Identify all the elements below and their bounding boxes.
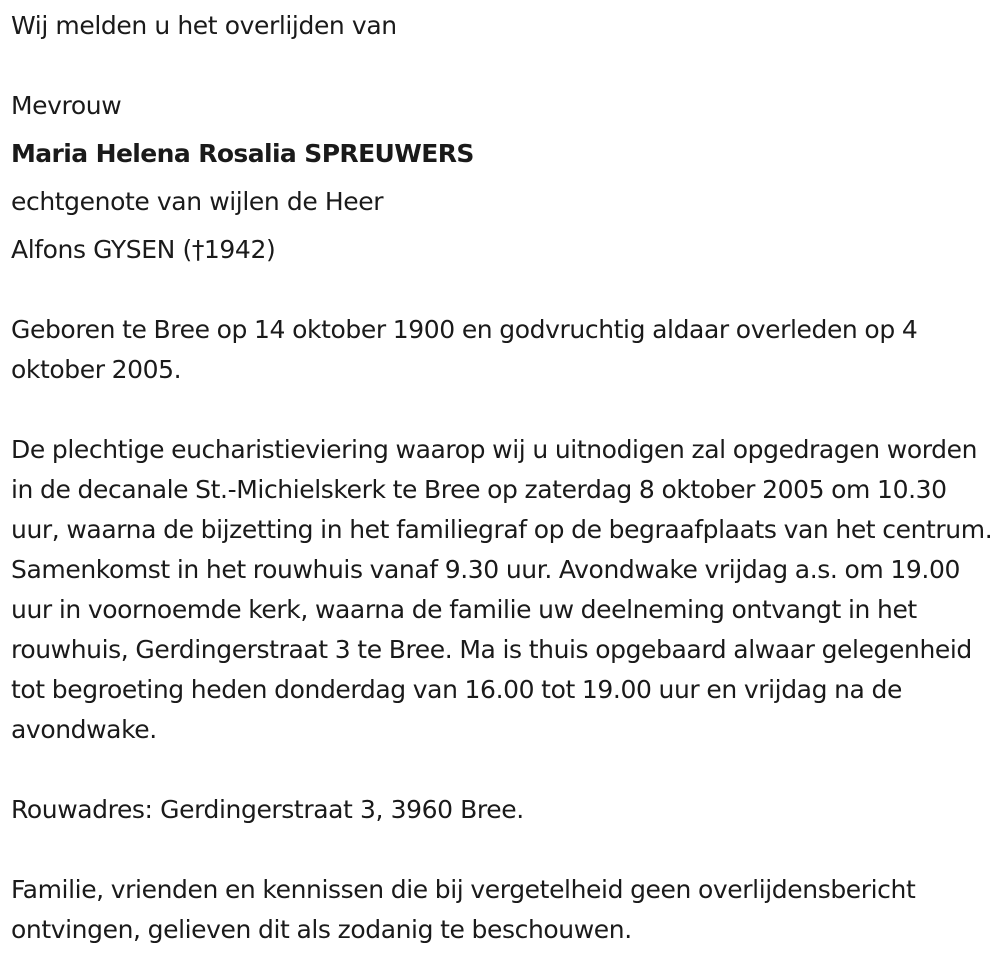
title-text: Mevrouw (11, 91, 122, 120)
spouse-name: Alfons GYSEN (†1942) (11, 235, 276, 264)
spacer (11, 222, 996, 230)
spacer (11, 126, 996, 134)
spacer (11, 270, 996, 310)
spacer (11, 46, 996, 86)
intro-text: Wij melden u het overlijden van (11, 11, 397, 40)
spacer (11, 174, 996, 182)
birth-death-paragraph: Geboren te Bree op 14 oktober 1900 en godvruchtig aldaar overleden op 4 oktober 2005. (11, 315, 918, 384)
spacer (11, 830, 996, 870)
closing-paragraph: Familie, vrienden en kennissen die bij vergetelheid geen overlijdensbericht ontvingen, gelieven dit als zodanig te beschouwen. (11, 875, 916, 944)
ceremony-paragraph: De plechtige eucharistieviering waarop wij u uitnodigen zal opgedragen worden in de decanale St.-Michielskerk te Bree op zaterdag 8 oktober 2005 om 10.30 uur, waarna de bijzetting in het familiegraf op de begraafplaats van het centrum. Samenkomst in het rouwhuis vanaf 9.30 uur. Avondwake vrijdag a.s. om 19.00 uur in voornoemde kerk, waarna de familie uw deelneming ontvangt in het rouwhuis, Gerdingerstraat 3 te Bree. Ma is thuis opgebaard alwaar gelegenheid tot begroeting heden donderdag van 16.00 tot 19.00 uur en vrijdag na de avondwake. (11, 435, 993, 744)
deceased-name: Maria Helena Rosalia SPREUWERS (11, 139, 474, 168)
spacer (11, 390, 996, 430)
spacer (11, 750, 996, 790)
death-notice (11, 6, 996, 950)
spouse-relation: echtgenote van wijlen de Heer (11, 187, 384, 216)
address-text: Rouwadres: Gerdingerstraat 3, 3960 Bree. (11, 795, 524, 824)
